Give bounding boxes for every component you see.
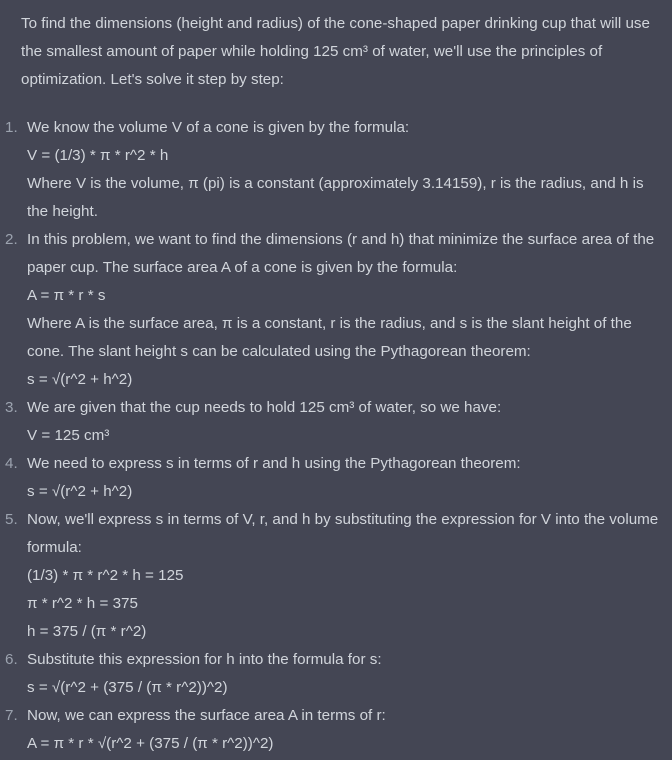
formula-line: A = π * r * s <box>27 287 106 304</box>
step-explanation: Where A is the surface area, π is a constant, r is the radius, and s is the slant height of the cone. The slant height s can be calculated using the Pythagorean theorem: <box>27 315 632 360</box>
step-item <box>5 394 660 450</box>
formula-line: s = √(r^2 + h^2) <box>27 371 133 388</box>
step-number: 1. <box>5 119 18 136</box>
intro-paragraph: To find the dimensions (height and radius) of the cone-shaped paper drinking cup that will use the smallest amount of paper while holding 125 cm³ of water, we'll use the principles of optimization. Let's solve it step by step: <box>21 15 650 88</box>
step-item <box>5 114 660 226</box>
step-item <box>5 450 660 506</box>
step-number: 2. <box>5 231 18 248</box>
step-explanation: Where V is the volume, π (pi) is a constant (approximately 3.14159), r is the radius, and h is the height. <box>27 175 644 220</box>
steps-list <box>5 114 660 758</box>
step-text: Now, we'll express s in terms of V, r, and h by substituting the expression for V into the volume formula: <box>27 511 659 556</box>
step-text: We know the volume V of a cone is given by the formula: <box>27 119 410 136</box>
step-text: We are given that the cup needs to hold 125 cm³ of water, so we have: <box>27 399 502 416</box>
formula-line: s = √(r^2 + h^2) <box>27 483 133 500</box>
step-number: 3. <box>5 399 18 416</box>
step-text: We need to express s in terms of r and h using the Pythagorean theorem: <box>27 455 521 472</box>
step-number: 7. <box>5 707 18 724</box>
step-number: 5. <box>5 511 18 528</box>
step-number: 4. <box>5 455 18 472</box>
formula-line: s = √(r^2 + (375 / (π * r^2))^2) <box>27 679 228 696</box>
formula-line: A = π * r * √(r^2 + (375 / (π * r^2))^2) <box>27 735 274 752</box>
step-item <box>5 226 660 394</box>
formula-line: V = (1/3) * π * r^2 * h <box>27 147 169 164</box>
step-item <box>5 506 660 646</box>
formula-line: V = 125 cm³ <box>27 427 110 444</box>
step-item <box>5 646 660 702</box>
step-text: In this problem, we want to find the dimensions (r and h) that minimize the surface area of the paper cup. The surface area A of a cone is given by the formula: <box>27 231 655 276</box>
step-text: Substitute this expression for h into the formula for s: <box>27 651 382 668</box>
formula-line: h = 375 / (π * r^2) <box>27 623 147 640</box>
step-number: 6. <box>5 651 18 668</box>
formula-line: π * r^2 * h = 375 <box>27 595 138 612</box>
step-item <box>5 702 660 758</box>
formula-line: (1/3) * π * r^2 * h = 125 <box>27 567 184 584</box>
step-text: Now, we can express the surface area A in terms of r: <box>27 707 386 724</box>
